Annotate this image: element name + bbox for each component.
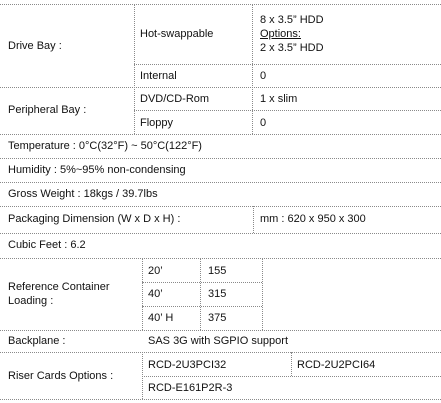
row-divider xyxy=(0,87,441,88)
row-divider xyxy=(0,330,441,331)
container-size: 40’ H xyxy=(148,312,174,324)
drive-bay-label: Drive Bay : xyxy=(8,40,62,52)
dvd-label: DVD/CD-Rom xyxy=(140,93,210,105)
packaging-dimension-value: mm : 620 x 950 x 300 xyxy=(260,213,366,225)
reference-container-label-line2: Loading : xyxy=(8,295,54,307)
hot-swappable-option-value: 2 x 3.5” HDD xyxy=(260,42,324,54)
riser-card-option: RCD-2U3PCI32 xyxy=(148,359,227,371)
row-divider xyxy=(0,182,441,183)
container-size: 40’ xyxy=(148,288,163,300)
row-divider xyxy=(134,64,441,65)
table-border-bottom xyxy=(0,399,441,400)
hot-swappable-label: Hot-swappable xyxy=(140,28,214,40)
humidity-row: Humidity : 5%~95% non-condensing xyxy=(8,164,186,176)
row-divider xyxy=(142,306,262,307)
container-size: 20’ xyxy=(148,265,163,277)
column-divider xyxy=(134,4,135,134)
container-value: 375 xyxy=(208,312,227,324)
row-divider xyxy=(0,206,441,207)
row-divider xyxy=(0,134,441,135)
row-divider xyxy=(134,110,441,111)
backplane-label: Backplane : xyxy=(8,335,66,347)
row-divider xyxy=(0,233,441,234)
riser-card-option: RCD-2U2PCI64 xyxy=(297,359,376,371)
column-divider xyxy=(142,258,143,330)
floppy-value: 0 xyxy=(260,117,267,129)
row-divider xyxy=(142,376,441,377)
row-divider xyxy=(142,282,262,283)
temperature-row: Temperature : 0°C(32°F) ~ 50°C(122°F) xyxy=(8,140,202,152)
container-value: 315 xyxy=(208,288,227,300)
column-divider xyxy=(142,352,143,399)
row-divider xyxy=(0,258,441,259)
column-divider xyxy=(291,352,292,376)
container-value: 155 xyxy=(208,265,227,277)
options-label: Options: xyxy=(260,28,301,40)
riser-card-option: RCD-E161P2R-3 xyxy=(148,382,233,394)
peripheral-bay-label: Peripheral Bay : xyxy=(8,104,87,116)
backplane-value: SAS 3G with SGPIO support xyxy=(148,335,289,347)
cubic-feet-row: Cubic Feet : 6.2 xyxy=(8,239,86,251)
gross-weight-row: Gross Weight : 18kgs / 39.7lbs xyxy=(8,188,158,200)
row-divider xyxy=(0,158,441,159)
column-divider xyxy=(252,4,253,134)
reference-container-label: Reference Container xyxy=(8,281,110,293)
internal-value: 0 xyxy=(260,70,267,82)
internal-label: Internal xyxy=(140,70,177,82)
floppy-label: Floppy xyxy=(140,117,174,129)
row-divider xyxy=(0,352,441,353)
dvd-value: 1 x slim xyxy=(260,93,298,105)
hot-swappable-value: 8 x 3.5” HDD xyxy=(260,14,324,26)
column-divider xyxy=(262,258,263,330)
packaging-dimension-label: Packaging Dimension (W x D x H) : xyxy=(8,213,181,225)
column-divider xyxy=(253,206,254,233)
table-border-top xyxy=(0,4,441,5)
riser-cards-label: Riser Cards Options : xyxy=(8,370,114,382)
column-divider xyxy=(200,258,201,330)
